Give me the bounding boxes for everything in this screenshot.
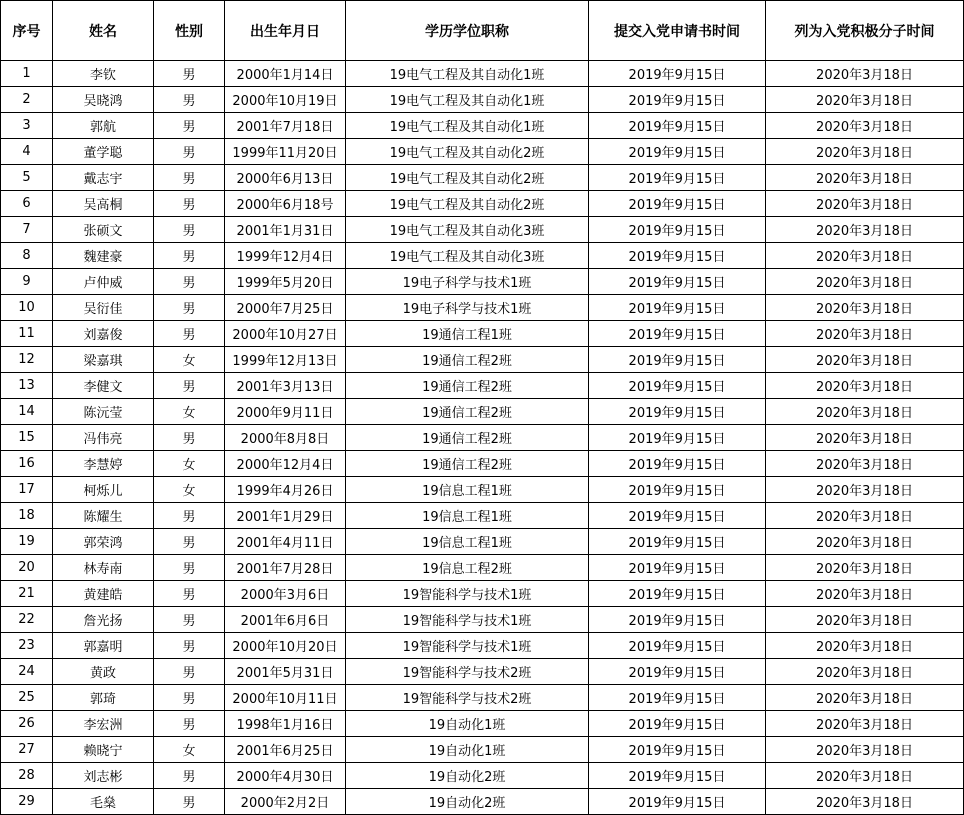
cell-education: 19电气工程及其自动化1班 <box>346 113 589 139</box>
cell-education: 19自动化2班 <box>346 763 589 789</box>
cell-name: 卢仲威 <box>53 269 154 295</box>
cell-name: 冯伟亮 <box>53 425 154 451</box>
cell-index: 24 <box>1 659 53 685</box>
cell-education: 19电气工程及其自动化3班 <box>346 243 589 269</box>
cell-gender: 男 <box>154 503 225 529</box>
cell-gender: 男 <box>154 295 225 321</box>
cell-name: 陈耀生 <box>53 503 154 529</box>
cell-gender: 女 <box>154 737 225 763</box>
cell-name: 魏建豪 <box>53 243 154 269</box>
cell-activist-date: 2020年3月18日 <box>766 191 964 217</box>
cell-name: 戴志宇 <box>53 165 154 191</box>
cell-application-date: 2019年9月15日 <box>589 87 766 113</box>
cell-activist-date: 2020年3月18日 <box>766 425 964 451</box>
cell-activist-date: 2020年3月18日 <box>766 269 964 295</box>
cell-education: 19通信工程1班 <box>346 321 589 347</box>
cell-index: 18 <box>1 503 53 529</box>
cell-index: 11 <box>1 321 53 347</box>
cell-education: 19智能科学与技术2班 <box>346 685 589 711</box>
cell-education: 19信息工程1班 <box>346 503 589 529</box>
cell-activist-date: 2020年3月18日 <box>766 633 964 659</box>
table-row <box>1 321 964 347</box>
cell-application-date: 2019年9月15日 <box>589 555 766 581</box>
cell-index: 12 <box>1 347 53 373</box>
cell-index: 21 <box>1 581 53 607</box>
cell-application-date: 2019年9月15日 <box>589 477 766 503</box>
cell-index: 9 <box>1 269 53 295</box>
cell-activist-date: 2020年3月18日 <box>766 321 964 347</box>
cell-index: 28 <box>1 763 53 789</box>
cell-birthdate: 2000年2月2日 <box>225 789 346 815</box>
table-row <box>1 373 964 399</box>
cell-name: 林寿南 <box>53 555 154 581</box>
cell-activist-date: 2020年3月18日 <box>766 399 964 425</box>
cell-name: 郭航 <box>53 113 154 139</box>
cell-gender: 女 <box>154 399 225 425</box>
cell-birthdate: 2000年7月25日 <box>225 295 346 321</box>
cell-application-date: 2019年9月15日 <box>589 399 766 425</box>
cell-education: 19智能科学与技术1班 <box>346 633 589 659</box>
cell-activist-date: 2020年3月18日 <box>766 217 964 243</box>
cell-birthdate: 1999年12月13日 <box>225 347 346 373</box>
cell-application-date: 2019年9月15日 <box>589 503 766 529</box>
table-row <box>1 555 964 581</box>
cell-name: 郭嘉明 <box>53 633 154 659</box>
cell-index: 16 <box>1 451 53 477</box>
cell-application-date: 2019年9月15日 <box>589 451 766 477</box>
cell-activist-date: 2020年3月18日 <box>766 685 964 711</box>
cell-birthdate: 2000年8月8日 <box>225 425 346 451</box>
cell-application-date: 2019年9月15日 <box>589 737 766 763</box>
table-row <box>1 243 964 269</box>
cell-birthdate: 2001年3月13日 <box>225 373 346 399</box>
cell-index: 5 <box>1 165 53 191</box>
table-row <box>1 685 964 711</box>
cell-name: 毛燊 <box>53 789 154 815</box>
cell-index: 2 <box>1 87 53 113</box>
cell-index: 15 <box>1 425 53 451</box>
cell-education: 19电气工程及其自动化3班 <box>346 217 589 243</box>
cell-activist-date: 2020年3月18日 <box>766 737 964 763</box>
cell-index: 4 <box>1 139 53 165</box>
cell-gender: 男 <box>154 685 225 711</box>
cell-application-date: 2019年9月15日 <box>589 789 766 815</box>
cell-birthdate: 1999年11月20日 <box>225 139 346 165</box>
cell-name: 李慧婷 <box>53 451 154 477</box>
cell-education: 19智能科学与技术2班 <box>346 659 589 685</box>
table-row <box>1 607 964 633</box>
cell-activist-date: 2020年3月18日 <box>766 243 964 269</box>
cell-birthdate: 2001年6月25日 <box>225 737 346 763</box>
cell-application-date: 2019年9月15日 <box>589 373 766 399</box>
cell-gender: 男 <box>154 789 225 815</box>
table-row <box>1 87 964 113</box>
cell-application-date: 2019年9月15日 <box>589 529 766 555</box>
cell-birthdate: 2000年10月19日 <box>225 87 346 113</box>
cell-activist-date: 2020年3月18日 <box>766 165 964 191</box>
table-row <box>1 399 964 425</box>
cell-education: 19电子科学与技术1班 <box>346 295 589 321</box>
cell-activist-date: 2020年3月18日 <box>766 61 964 87</box>
cell-index: 26 <box>1 711 53 737</box>
cell-index: 1 <box>1 61 53 87</box>
cell-name: 吴衍佳 <box>53 295 154 321</box>
cell-gender: 男 <box>154 555 225 581</box>
cell-application-date: 2019年9月15日 <box>589 165 766 191</box>
cell-index: 3 <box>1 113 53 139</box>
cell-application-date: 2019年9月15日 <box>589 321 766 347</box>
cell-education: 19电气工程及其自动化2班 <box>346 139 589 165</box>
cell-application-date: 2019年9月15日 <box>589 685 766 711</box>
cell-application-date: 2019年9月15日 <box>589 139 766 165</box>
table-row <box>1 425 964 451</box>
cell-activist-date: 2020年3月18日 <box>766 529 964 555</box>
cell-name: 黄建皓 <box>53 581 154 607</box>
cell-activist-date: 2020年3月18日 <box>766 451 964 477</box>
cell-activist-date: 2020年3月18日 <box>766 607 964 633</box>
cell-gender: 男 <box>154 659 225 685</box>
cell-activist-date: 2020年3月18日 <box>766 295 964 321</box>
cell-activist-date: 2020年3月18日 <box>766 373 964 399</box>
header-index: 序号 <box>1 1 53 61</box>
cell-birthdate: 1999年4月26日 <box>225 477 346 503</box>
cell-application-date: 2019年9月15日 <box>589 607 766 633</box>
cell-activist-date: 2020年3月18日 <box>766 555 964 581</box>
header-row <box>1 1 964 61</box>
cell-index: 27 <box>1 737 53 763</box>
cell-birthdate: 2001年4月11日 <box>225 529 346 555</box>
cell-gender: 男 <box>154 87 225 113</box>
cell-index: 17 <box>1 477 53 503</box>
cell-birthdate: 2001年7月28日 <box>225 555 346 581</box>
table-row <box>1 217 964 243</box>
cell-name: 刘志彬 <box>53 763 154 789</box>
cell-index: 7 <box>1 217 53 243</box>
cell-birthdate: 2000年6月18号 <box>225 191 346 217</box>
cell-education: 19通信工程2班 <box>346 425 589 451</box>
cell-gender: 女 <box>154 477 225 503</box>
cell-birthdate: 2000年12月4日 <box>225 451 346 477</box>
cell-application-date: 2019年9月15日 <box>589 347 766 373</box>
cell-gender: 男 <box>154 425 225 451</box>
cell-name: 吴高桐 <box>53 191 154 217</box>
table-row <box>1 451 964 477</box>
table-row <box>1 61 964 87</box>
table-row <box>1 529 964 555</box>
cell-gender: 男 <box>154 373 225 399</box>
cell-birthdate: 2000年10月20日 <box>225 633 346 659</box>
header-gender: 性别 <box>154 1 225 61</box>
cell-application-date: 2019年9月15日 <box>589 633 766 659</box>
cell-application-date: 2019年9月15日 <box>589 763 766 789</box>
cell-gender: 男 <box>154 711 225 737</box>
cell-gender: 男 <box>154 529 225 555</box>
cell-activist-date: 2020年3月18日 <box>766 477 964 503</box>
table-row <box>1 503 964 529</box>
cell-index: 22 <box>1 607 53 633</box>
cell-application-date: 2019年9月15日 <box>589 659 766 685</box>
header-application-date: 提交入党申请书时间 <box>589 1 766 61</box>
cell-index: 29 <box>1 789 53 815</box>
cell-birthdate: 1999年12月4日 <box>225 243 346 269</box>
cell-application-date: 2019年9月15日 <box>589 425 766 451</box>
cell-name: 李健文 <box>53 373 154 399</box>
cell-gender: 男 <box>154 581 225 607</box>
cell-birthdate: 1998年1月16日 <box>225 711 346 737</box>
cell-index: 14 <box>1 399 53 425</box>
cell-application-date: 2019年9月15日 <box>589 61 766 87</box>
cell-education: 19通信工程2班 <box>346 451 589 477</box>
cell-education: 19电气工程及其自动化2班 <box>346 191 589 217</box>
header-activist-date: 列为入党积极分子时间 <box>766 1 964 61</box>
table-row <box>1 737 964 763</box>
table-row <box>1 477 964 503</box>
cell-index: 20 <box>1 555 53 581</box>
cell-application-date: 2019年9月15日 <box>589 243 766 269</box>
table-row <box>1 789 964 815</box>
cell-education: 19智能科学与技术1班 <box>346 581 589 607</box>
cell-gender: 女 <box>154 347 225 373</box>
cell-birthdate: 2000年3月6日 <box>225 581 346 607</box>
cell-education: 19信息工程1班 <box>346 477 589 503</box>
cell-gender: 男 <box>154 607 225 633</box>
table-row <box>1 711 964 737</box>
cell-activist-date: 2020年3月18日 <box>766 763 964 789</box>
cell-gender: 男 <box>154 633 225 659</box>
cell-education: 19电气工程及其自动化1班 <box>346 61 589 87</box>
cell-activist-date: 2020年3月18日 <box>766 87 964 113</box>
cell-index: 8 <box>1 243 53 269</box>
cell-gender: 男 <box>154 61 225 87</box>
table-body <box>1 61 964 815</box>
cell-name: 陈沅莹 <box>53 399 154 425</box>
cell-application-date: 2019年9月15日 <box>589 295 766 321</box>
header-education: 学历学位职称 <box>346 1 589 61</box>
cell-education: 19电气工程及其自动化1班 <box>346 87 589 113</box>
cell-activist-date: 2020年3月18日 <box>766 711 964 737</box>
cell-education: 19信息工程2班 <box>346 555 589 581</box>
cell-birthdate: 2001年5月31日 <box>225 659 346 685</box>
cell-birthdate: 1999年5月20日 <box>225 269 346 295</box>
cell-birthdate: 2000年4月30日 <box>225 763 346 789</box>
table-row <box>1 191 964 217</box>
cell-gender: 男 <box>154 217 225 243</box>
cell-application-date: 2019年9月15日 <box>589 217 766 243</box>
cell-name: 郭琦 <box>53 685 154 711</box>
cell-birthdate: 2001年6月6日 <box>225 607 346 633</box>
cell-birthdate: 2001年1月31日 <box>225 217 346 243</box>
table-row <box>1 633 964 659</box>
table-row <box>1 269 964 295</box>
cell-activist-date: 2020年3月18日 <box>766 581 964 607</box>
cell-gender: 女 <box>154 451 225 477</box>
cell-gender: 男 <box>154 165 225 191</box>
cell-index: 25 <box>1 685 53 711</box>
cell-index: 10 <box>1 295 53 321</box>
cell-education: 19自动化2班 <box>346 789 589 815</box>
cell-gender: 男 <box>154 269 225 295</box>
cell-application-date: 2019年9月15日 <box>589 581 766 607</box>
cell-application-date: 2019年9月15日 <box>589 711 766 737</box>
table-row <box>1 295 964 321</box>
cell-name: 梁嘉琪 <box>53 347 154 373</box>
cell-name: 张硕文 <box>53 217 154 243</box>
cell-activist-date: 2020年3月18日 <box>766 139 964 165</box>
cell-education: 19自动化1班 <box>346 737 589 763</box>
table-row <box>1 659 964 685</box>
cell-birthdate: 2000年6月13日 <box>225 165 346 191</box>
cell-application-date: 2019年9月15日 <box>589 113 766 139</box>
cell-index: 19 <box>1 529 53 555</box>
cell-birthdate: 2001年1月29日 <box>225 503 346 529</box>
cell-education: 19智能科学与技术1班 <box>346 607 589 633</box>
cell-gender: 男 <box>154 139 225 165</box>
cell-birthdate: 2001年7月18日 <box>225 113 346 139</box>
header-name: 姓名 <box>53 1 154 61</box>
cell-gender: 男 <box>154 191 225 217</box>
cell-birthdate: 2000年9月11日 <box>225 399 346 425</box>
cell-gender: 男 <box>154 321 225 347</box>
cell-index: 13 <box>1 373 53 399</box>
cell-name: 柯烁儿 <box>53 477 154 503</box>
cell-education: 19通信工程2班 <box>346 347 589 373</box>
cell-name: 李宏洲 <box>53 711 154 737</box>
cell-education: 19自动化1班 <box>346 711 589 737</box>
table-row <box>1 139 964 165</box>
cell-education: 19电子科学与技术1班 <box>346 269 589 295</box>
cell-name: 詹光扬 <box>53 607 154 633</box>
cell-index: 6 <box>1 191 53 217</box>
cell-name: 黄政 <box>53 659 154 685</box>
cell-education: 19通信工程2班 <box>346 373 589 399</box>
cell-activist-date: 2020年3月18日 <box>766 113 964 139</box>
cell-name: 赖晓宁 <box>53 737 154 763</box>
cell-activist-date: 2020年3月18日 <box>766 659 964 685</box>
cell-name: 董学聪 <box>53 139 154 165</box>
cell-activist-date: 2020年3月18日 <box>766 503 964 529</box>
table-row <box>1 113 964 139</box>
cell-education: 19通信工程2班 <box>346 399 589 425</box>
table-row <box>1 347 964 373</box>
cell-activist-date: 2020年3月18日 <box>766 347 964 373</box>
table-row <box>1 763 964 789</box>
cell-birthdate: 2000年1月14日 <box>225 61 346 87</box>
cell-application-date: 2019年9月15日 <box>589 269 766 295</box>
cell-gender: 男 <box>154 243 225 269</box>
cell-birthdate: 2000年10月27日 <box>225 321 346 347</box>
cell-name: 李钦 <box>53 61 154 87</box>
cell-application-date: 2019年9月15日 <box>589 191 766 217</box>
cell-education: 19信息工程1班 <box>346 529 589 555</box>
table-row <box>1 165 964 191</box>
cell-activist-date: 2020年3月18日 <box>766 789 964 815</box>
cell-name: 郭荣鸿 <box>53 529 154 555</box>
cell-birthdate: 2000年10月11日 <box>225 685 346 711</box>
cell-name: 刘嘉俊 <box>53 321 154 347</box>
cell-index: 23 <box>1 633 53 659</box>
header-birthdate: 出生年月日 <box>225 1 346 61</box>
cell-gender: 男 <box>154 113 225 139</box>
cell-gender: 男 <box>154 763 225 789</box>
table-row <box>1 581 964 607</box>
cell-name: 吴晓鸿 <box>53 87 154 113</box>
cell-education: 19电气工程及其自动化2班 <box>346 165 589 191</box>
